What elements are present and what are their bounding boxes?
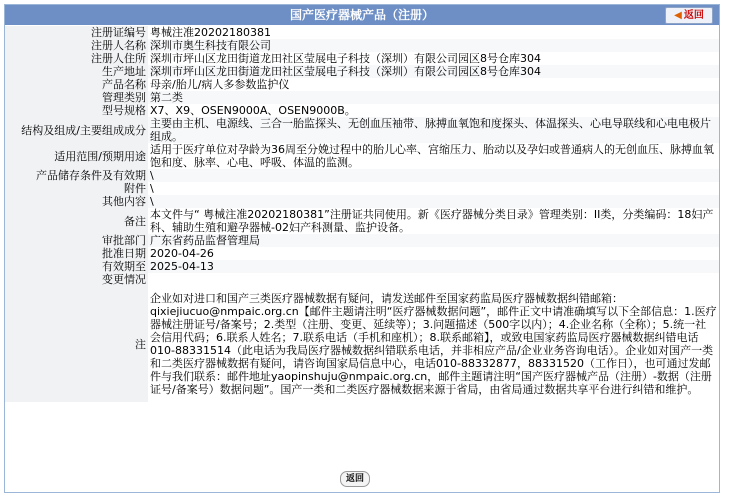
table-row [5, 169, 719, 182]
field-label: 注册证编号 [5, 26, 148, 39]
field-label: 注册人住所 [5, 52, 148, 65]
field-label: 产品储存条件及有效期 [5, 169, 148, 182]
table-row [5, 52, 719, 65]
field-value: X7、X9、OSEN9000A、OSEN9000B。 [148, 104, 719, 117]
back-button-bottom[interactable]: 返回 [340, 471, 370, 487]
field-label: 其他内容 [5, 195, 148, 208]
field-value [148, 273, 719, 286]
table-row [5, 104, 719, 117]
field-label: 适用范围/预期用途 [5, 143, 148, 169]
table-row [5, 39, 719, 52]
field-value: 深圳市坪山区龙田街道龙田社区莹展电子科技（深圳）有限公司园区8号仓库304 [148, 65, 719, 78]
field-label: 产品名称 [5, 78, 148, 91]
title-bar [5, 5, 719, 25]
table-row [5, 91, 719, 104]
table-row [5, 26, 719, 39]
field-value: 深圳市坪山区龙田街道龙田社区莹展电子科技（深圳）有限公司园区8号仓库304 [148, 52, 719, 65]
table-row [5, 247, 719, 260]
back-button-label: 返回 [683, 10, 704, 21]
detail-panel [4, 4, 720, 493]
field-value: \ [148, 182, 719, 195]
field-value: 2020-04-26 [148, 247, 719, 260]
table-row [5, 117, 719, 143]
field-value: 适用于医疗单位对孕龄为36周至分娩过程中的胎儿心率、宫缩压力、胎动以及孕妇或普通病人的无创血压、脉搏血氧饱和度、脉率、心电、呼吸、体温的监测。 [148, 143, 719, 169]
page-title: 国产医疗器械产品（注册） [289, 8, 434, 22]
field-label: 有效期至 [5, 260, 148, 273]
note-row [5, 286, 719, 402]
table-row [5, 208, 719, 234]
detail-table [5, 26, 719, 402]
field-label: 批准日期 [5, 247, 148, 260]
field-value: 母亲/胎儿/病人多参数监护仪 [148, 78, 719, 91]
field-label: 备注 [5, 208, 148, 234]
field-value: \ [148, 169, 719, 182]
field-label: 结构及组成/主要组成成分 [5, 117, 148, 143]
field-value: 主要由主机、电源线、三合一胎监探头、无创血压袖带、脉搏血氧饱和度探头、体温探头、心电导联线和心电电极片组成。 [148, 117, 719, 143]
back-arrow-icon: ◀ [674, 10, 682, 21]
field-value: 粤械注准20202180381 [148, 26, 719, 39]
field-value: 深圳市奥生科技有限公司 [148, 39, 719, 52]
field-label: 变更情况 [5, 273, 148, 286]
field-value: \ [148, 195, 719, 208]
field-label: 注册人名称 [5, 39, 148, 52]
field-value: 本文件与“ 粤械注准20202180381”注册证共同使用。新《医疗器械分类目录》管理类别：II类，分类编码：18妇产科、辅助生殖和避孕器械-02妇产科测量、监护设备。 [148, 208, 719, 234]
table-row [5, 234, 719, 247]
field-value: 第二类 [148, 91, 719, 104]
table-row [5, 65, 719, 78]
table-row [5, 182, 719, 195]
field-label: 审批部门 [5, 234, 148, 247]
table-row [5, 273, 719, 286]
table-row [5, 78, 719, 91]
table-row [5, 195, 719, 208]
note-label: 注 [5, 286, 148, 402]
field-label: 生产地址 [5, 65, 148, 78]
back-button-top[interactable] [665, 7, 713, 24]
note-text: 企业如对进口和国产三类医疗器械数据有疑问，请发送邮件至国家药监局医疗器械数据纠错邮箱：qixiejiucuo@nmpaic.org.cn【邮件主题请注明“医疗器械数据问题”，邮件正文中请准确填写以下全部信息：1.医疗器械注册证号/备案号；2.类型（注册、变更、延续等）；3.问题描述（500字以内）；4.企业名称（全称）；5.统一社会信用代码；6.联系人姓名；7.联系电话（手机和座机）；8.联系邮箱】，或致电国家药监局医疗器械数据纠错电话010-88331514（此电话为我局医疗器械数据纠错联系电话，并非相应产品/企业业务咨询电话）。企业如对国产一类和二类医疗器械数据有疑问，请咨询国家局信息中心，电话010-88332877，88331520（工作日），也可通过发邮件与我们联系：邮件地址yaopinshuju@nmpaic.org.cn，邮件主题请注明“国产医疗器械产品（注册）-数据（注册证号/备案号）数据问题”。国产一类和二类医疗器械数据来源于省局，由省局通过数据共享平台进行纠错和维护。 [148, 286, 719, 402]
table-row [5, 260, 719, 273]
table-row [5, 143, 719, 169]
field-label: 管理类别 [5, 91, 148, 104]
field-label: 型号规格 [5, 104, 148, 117]
field-label: 附件 [5, 182, 148, 195]
field-value: 2025-04-13 [148, 260, 719, 273]
field-value: 广东省药品监督管理局 [148, 234, 719, 247]
